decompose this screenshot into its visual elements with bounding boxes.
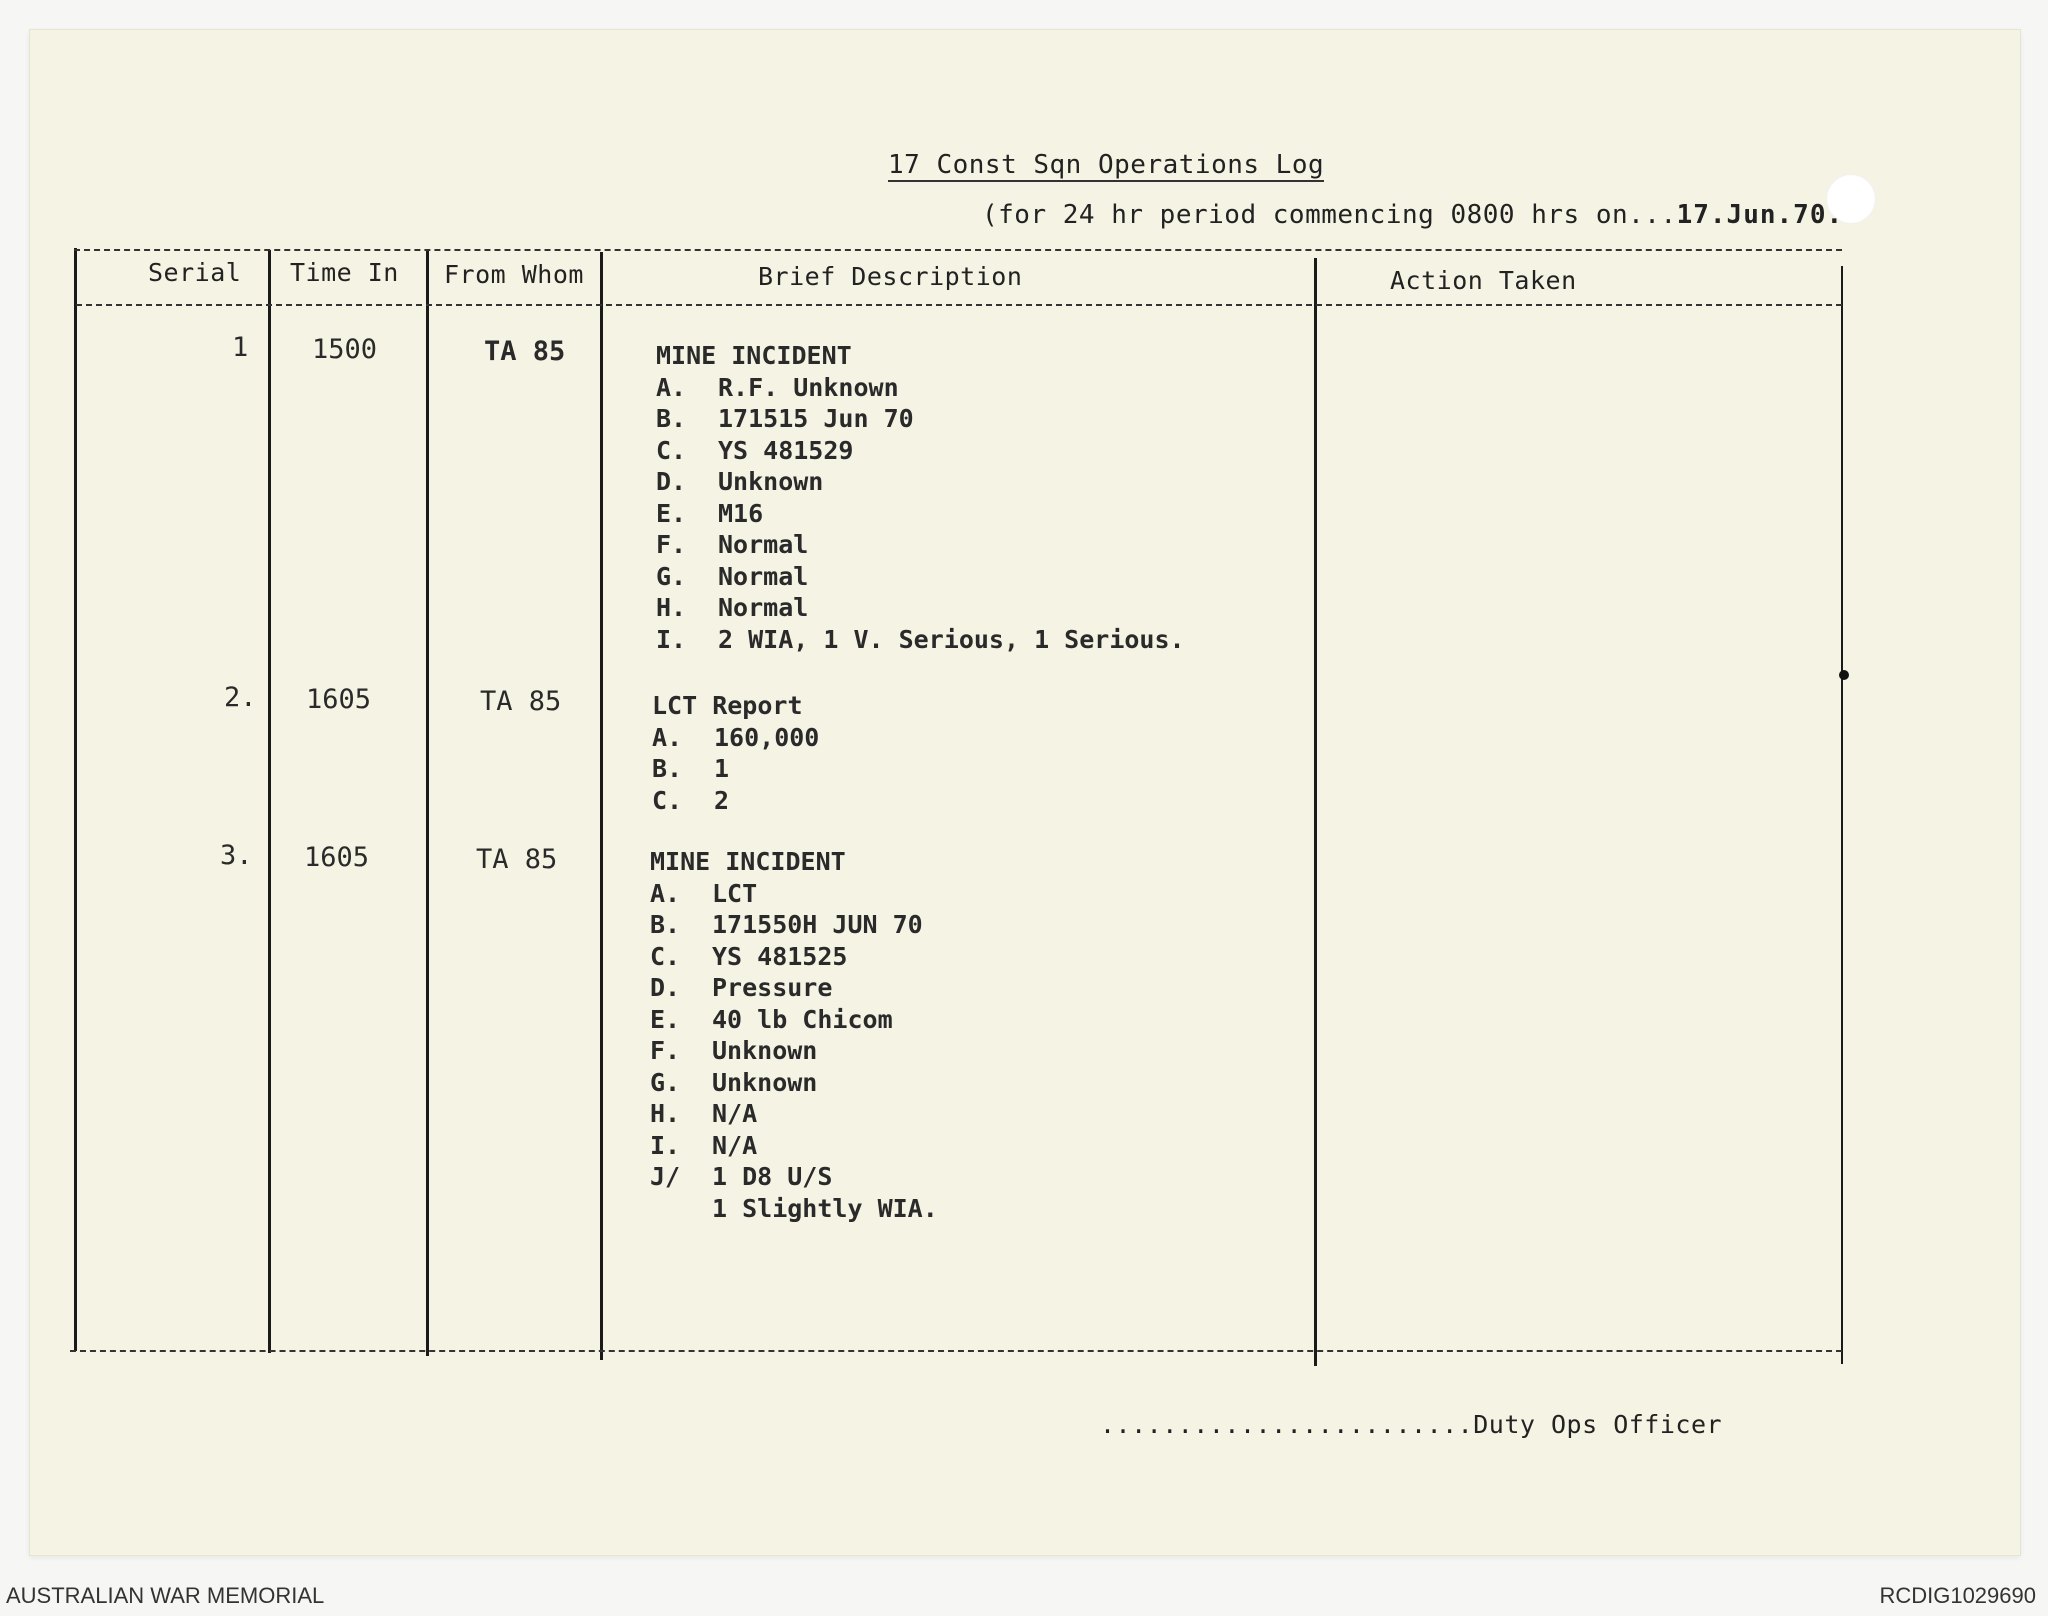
description-item-text: MINE INCIDENT	[656, 341, 852, 370]
description-item-text: 160,000	[714, 722, 820, 752]
description-item-letter: G.	[650, 1067, 681, 1097]
row-1-description	[656, 340, 1185, 655]
row-1-serial: 1	[232, 332, 249, 363]
description-line	[656, 624, 1185, 656]
description-item-text: Unknown	[712, 1036, 818, 1065]
header-time-in: Time In	[290, 258, 399, 287]
column-divider-3	[600, 252, 603, 1360]
description-item-text: LCT Report	[652, 691, 803, 720]
description-item-letter: B.	[652, 754, 683, 783]
row-1-from-whom: TA 85	[484, 336, 566, 367]
row-3-time-in: 1605	[304, 842, 370, 873]
header-action-taken: Action Taken	[1390, 266, 1577, 295]
row-2-from-whom: TA 85	[480, 686, 562, 717]
subtitle-date: 17.Jun.70.	[1676, 200, 1844, 230]
description-item-letter: B.	[650, 910, 681, 939]
description-item-text: 1 D8 U/S	[712, 1162, 833, 1191]
description-item-letter: C.	[656, 435, 687, 465]
description-line	[650, 1035, 938, 1067]
description-line	[650, 972, 938, 1004]
description-line	[656, 498, 1185, 530]
header-rule	[76, 304, 1842, 306]
column-divider-1	[268, 250, 271, 1353]
description-line	[652, 753, 819, 785]
description-item-text: 2	[714, 785, 730, 815]
description-item-letter: A.	[656, 372, 687, 402]
description-line	[652, 690, 819, 722]
log-title: 17 Const Sqn Operations Log	[888, 150, 1325, 180]
description-item-text: M16	[718, 498, 764, 528]
header-from-whom: From Whom	[444, 260, 584, 289]
description-line	[652, 785, 819, 817]
description-line	[656, 592, 1185, 624]
description-item-text: Normal	[718, 561, 809, 591]
description-item-letter: H.	[650, 1099, 681, 1128]
description-line	[656, 561, 1185, 593]
description-line	[650, 1193, 938, 1225]
row-2-time-in: 1605	[306, 684, 372, 715]
description-line	[650, 846, 938, 878]
table-border-left	[74, 248, 77, 1351]
description-item-text: 2 WIA, 1 V. Serious, 1 Serious.	[718, 624, 1185, 654]
description-item-letter: F.	[650, 1036, 681, 1065]
description-item-text: MINE INCIDENT	[650, 847, 846, 876]
column-divider-4	[1314, 258, 1317, 1366]
description-line	[656, 372, 1185, 404]
description-item-text: N/A	[712, 1099, 758, 1128]
row-3-description	[650, 846, 938, 1224]
description-line	[656, 466, 1185, 498]
description-line	[650, 1067, 938, 1099]
row-2-description	[652, 690, 819, 816]
description-line	[650, 941, 938, 973]
description-item-letter: I.	[656, 624, 687, 654]
description-line	[650, 1004, 938, 1036]
description-item-text: Normal	[718, 593, 809, 622]
log-subtitle	[982, 200, 1843, 230]
description-item-text: YS 481525	[712, 941, 848, 971]
description-item-letter: J/	[650, 1162, 681, 1191]
caption-record-id: RCDIG1029690	[1879, 1583, 2036, 1608]
duty-ops-officer-signature-line: ........................Duty Ops Officer	[1100, 1410, 1723, 1439]
description-line	[650, 1161, 938, 1193]
description-item-text: 171550H JUN 70	[712, 910, 923, 939]
description-item-text: R.F. Unknown	[718, 372, 899, 402]
row-2-serial: 2.	[224, 682, 257, 713]
description-line	[656, 403, 1185, 435]
header-serial: Serial	[148, 258, 242, 287]
description-item-letter: I.	[650, 1130, 681, 1160]
description-line	[656, 529, 1185, 561]
row-3-serial: 3.	[220, 840, 253, 871]
description-item-letter: D.	[650, 973, 681, 1002]
description-line	[652, 722, 819, 754]
description-line	[650, 1130, 938, 1162]
description-item-text: 1 Slightly WIA.	[712, 1193, 938, 1223]
description-item-text: 1	[714, 754, 730, 783]
description-item-letter: E.	[650, 1004, 681, 1034]
description-item-letter: A.	[650, 878, 681, 908]
row-1-time-in: 1500	[312, 334, 378, 365]
description-item-letter: H.	[656, 593, 687, 622]
description-item-letter: E.	[656, 498, 687, 528]
description-item-text: Pressure	[712, 973, 833, 1002]
description-line	[650, 1098, 938, 1130]
description-item-letter: F.	[656, 530, 687, 559]
description-item-text: Normal	[718, 530, 809, 559]
table-top-rule	[74, 249, 1842, 251]
description-item-letter: A.	[652, 722, 683, 752]
description-item-letter: C.	[650, 941, 681, 971]
table-border-right	[1841, 266, 1843, 1364]
table-bottom-rule	[70, 1350, 1842, 1352]
description-item-letter: B.	[656, 404, 687, 433]
header-brief-description: Brief Description	[758, 262, 1023, 291]
description-item-letter: C.	[652, 785, 683, 815]
subtitle-prefix: (for 24 hr period commencing 0800 hrs on...	[982, 200, 1677, 230]
description-line	[656, 435, 1185, 467]
caption-archive-name: AUSTRALIAN WAR MEMORIAL	[6, 1583, 325, 1608]
description-item-text: Unknown	[718, 467, 824, 496]
description-item-text: N/A	[712, 1130, 758, 1160]
ink-dot	[1839, 670, 1849, 680]
description-line	[650, 878, 938, 910]
description-item-text: 171515 Jun 70	[718, 404, 914, 433]
description-item-text: YS 481529	[718, 435, 854, 465]
description-item-text: 40 lb Chicom	[712, 1004, 893, 1034]
description-line	[650, 909, 938, 941]
row-3-from-whom: TA 85	[476, 844, 558, 875]
column-divider-2	[426, 250, 429, 1356]
description-item-letter: D.	[656, 467, 687, 496]
description-item-letter: G.	[656, 561, 687, 591]
description-item-text: Unknown	[712, 1067, 818, 1097]
description-item-text: LCT	[712, 878, 758, 908]
description-line	[656, 340, 1185, 372]
